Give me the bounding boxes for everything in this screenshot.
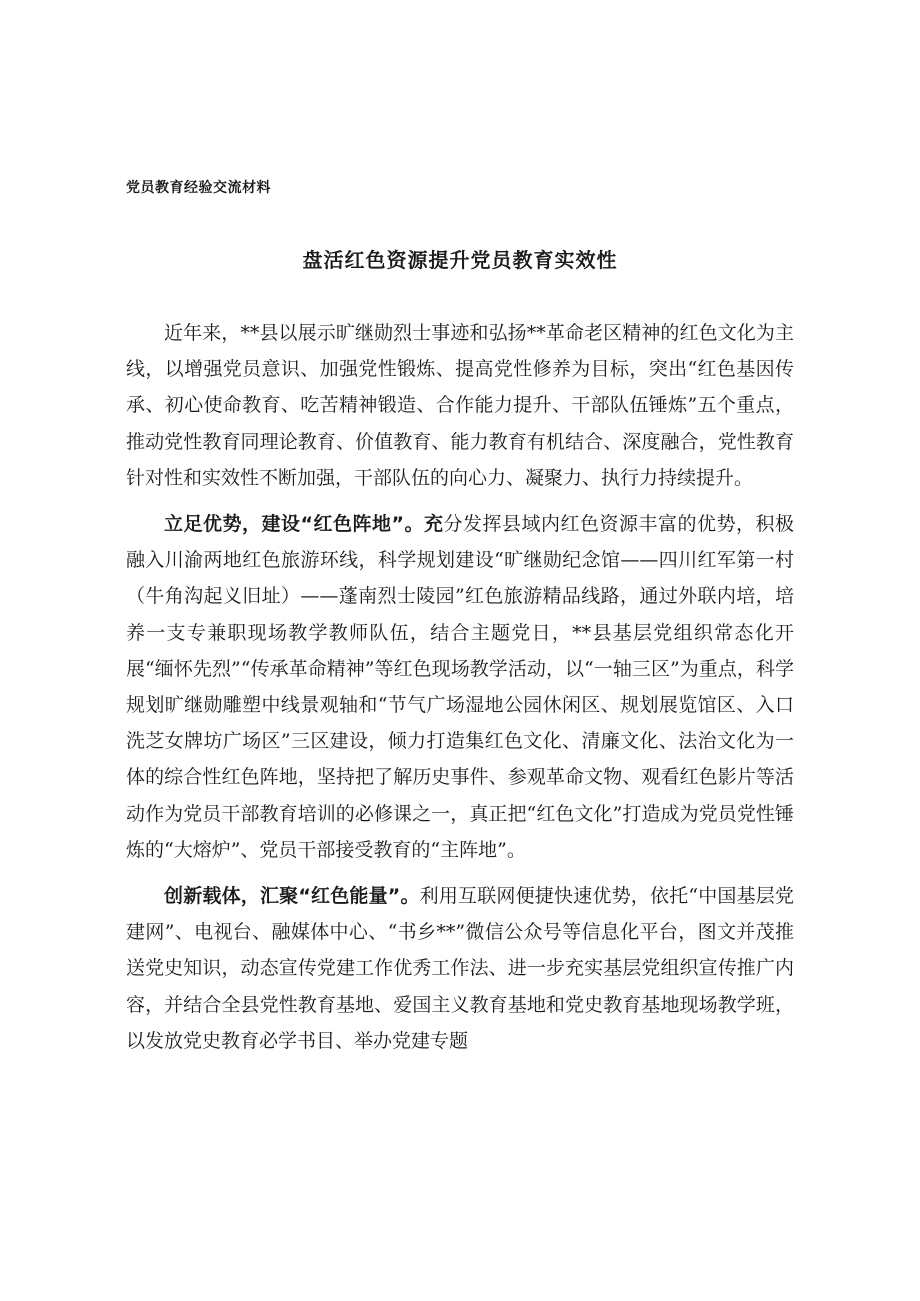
paragraph-text: 近年来，**县以展示旷继勋烈士事迹和弘扬**革命老区精神的红色文化为主线，以增强党员意识、加强党性锻炼、提高党性修养为目标，突出“红色基因传承、初心使命教育、吃苦精神锻造、合作能力提升、干部队伍锤炼”五个重点，推动党性教育同理论教育、价值教育、能力教育有机结合、深度融合，党性教育针对性和实效性不断加强，干部队伍的向心力、凝聚力、执行力持续提升。 xyxy=(126,322,794,489)
document-label: 党员教育经验交流材料 xyxy=(126,180,271,196)
paragraph-text: 分发挥县域内红色资源丰富的优势，积极融入川渝两地红色旅游环线，科学规划建设“旷继勋纪念馆——四川红军第一村（牛角沟起义旧址）——蓬南烈士陵园”红色旅游精品线路，通过外联内培，培养一支专兼职现场教学教师队伍，结合主题党日，**县基层党组织常态化开展“缅怀先烈”“传承革命精神”等红色现场教学活动，以“一轴三区”为重点，科学规划旷继勋雕塑中线景观轴和“节气广场湿地公园休闲区、规划展览馆区、入口洗芝女牌坊广场区”三区建设，倾力打造集红色文化、清廉文化、法治文化为一体的综合性红色阵地，坚持把了解历史事件、参观革命文物、观看红色影片等活动作为党员干部教育培训的必修课之一，真正把“红色文化”打造成为党员党性锤炼的“大熔炉”、党员干部接受教育的“主阵地”。 xyxy=(126,513,794,861)
document-title: 盘活红色资源提升党员教育实效性 xyxy=(302,248,618,272)
paragraph-lead: 创新载体，汇聚“红色能量”。 xyxy=(164,885,420,908)
body-paragraph xyxy=(126,506,794,868)
paragraph-lead: 立足优势，建设“红色阵地”。充 xyxy=(164,513,444,536)
document-body xyxy=(126,315,794,1069)
body-paragraph xyxy=(126,878,794,1059)
paragraph-text: 利用互联网便捷快速优势，依托“中国基层党建网”、电视台、融媒体中心、“书乡**”微信公众号等信息化平台，图文并茂推送党史知识，动态宣传党建工作优秀工作法、进一步充实基层党组织宣传推广内容，并结合全县党性教育基地、爱国主义教育基地和党史教育基地现场教学班，以发放党史教育必学书目、举办党建专题 xyxy=(126,885,794,1052)
body-paragraph xyxy=(126,315,794,496)
